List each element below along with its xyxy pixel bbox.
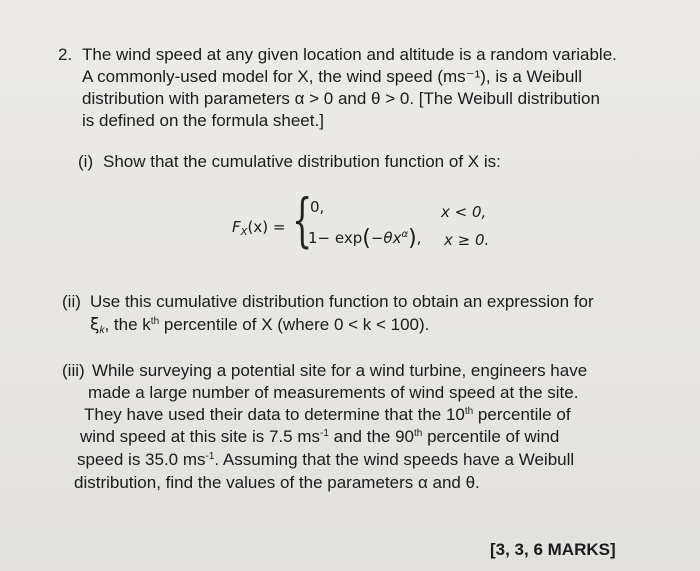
part-iii-line-1: While surveying a potential site for a wind turbine, engineers have [92,361,588,380]
question-number: 2. [58,45,73,64]
part-iii-line-4-sup2: th [414,428,423,439]
cdf-left-brace: { [292,186,313,254]
part-ii-sup: th [150,316,160,327]
cdf-open-paren: ( [362,226,371,251]
cdf-lhs-sub: X [240,227,248,238]
part-iii-line-5-a: speed is 35.0 ms [77,450,206,469]
cdf-case-2-b: −θx [370,229,402,247]
cdf-case-2-a: 1− exp [308,229,363,247]
cdf-close-paren: ) [408,226,417,251]
part-iii-line-6: distribution, find the values of the parameters α and θ. [74,473,480,492]
part-iii-line-5 [77,450,574,470]
cdf-case-1-expr: 0, [310,198,325,216]
part-ii-line-2-b: , the k [104,315,151,334]
intro-line-3: distribution with parameters α > 0 and θ > 0. [The Weibull distribution [82,89,600,108]
part-iii-line-5-b: . Assuming that the wind speeds have a Weibull [214,450,575,469]
part-iii-line-5-sup: -1 [205,451,215,462]
cdf-case-2-exp: α [401,229,409,240]
cdf-case-2-cond: x ≥ 0. [444,231,490,249]
part-iii-line-4-b: and the 90 [328,427,414,446]
part-ii-label: (ii) [62,292,81,311]
part-iii-line-4-a: wind speed at this site is 7.5 ms [80,427,321,446]
part-i-label: (i) [78,152,94,171]
xi-symbol: ξ [90,315,100,335]
part-iii-label: (iii) [62,361,85,380]
cdf-case-1-cond: x < 0, [441,203,487,221]
part-ii-line-2-c: percentile of X (where 0 < k < 100). [159,315,430,334]
part-iii-line-3-sup: th [464,406,474,417]
cdf-case-2-expr [308,228,421,249]
intro-line-1: The wind speed at any given location and altitude is a random variable. [82,45,617,64]
intro-line-2: A commonly-used model for X, the wind speed (ms⁻¹), is a Weibull [82,67,582,86]
part-iii-line-4-sup: -1 [320,428,329,439]
part-iii-line-3 [84,405,571,425]
part-iii-line-3-a: They have used their data to determine that the 10 [84,405,465,424]
intro-line-4: is defined on the formula sheet.] [82,111,324,130]
part-iii-line-4 [80,427,559,447]
cdf-case-2-c: , [416,229,422,247]
part-iii-line-3-b: percentile of [473,405,571,424]
cdf-lhs-arg: (x) = [247,218,286,236]
part-i-text: Show that the cumulative distribution function of X is: [103,152,501,171]
marks-label: [3, 3, 6 MARKS] [490,540,616,559]
part-ii-line-2 [90,315,429,335]
part-iii-line-4-c: percentile of wind [422,427,560,446]
part-ii-line-1: Use this cumulative distribution function to obtain an expression for [90,292,594,311]
cdf-lhs-f: F [232,218,241,236]
xi-subscript: k [99,325,105,336]
part-iii-line-2: made a large number of measurements of wind speed at the site. [88,383,579,402]
cdf-lhs [232,217,285,237]
